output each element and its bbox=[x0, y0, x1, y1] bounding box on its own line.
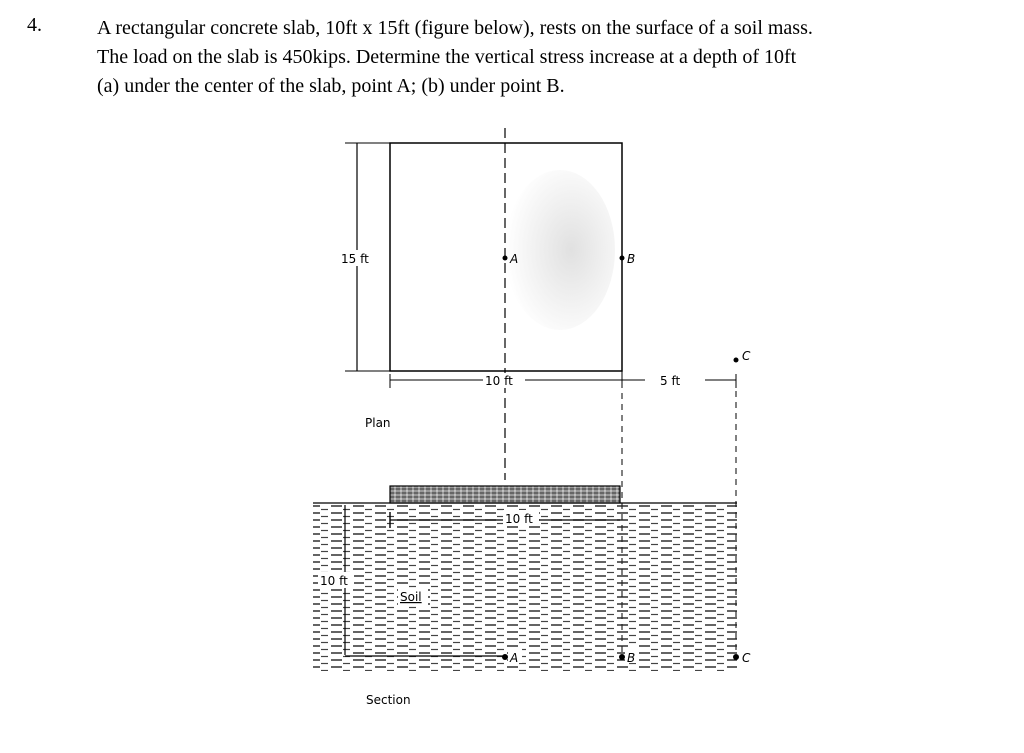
section-caption: Section bbox=[366, 693, 411, 707]
problem-number: 4. bbox=[27, 14, 42, 36]
soil-mass bbox=[313, 503, 737, 671]
height-label: 15 ft bbox=[341, 252, 369, 266]
plan-caption: Plan bbox=[365, 416, 391, 430]
section-point-c-marker bbox=[733, 654, 739, 660]
section-point-b-label: B bbox=[627, 651, 636, 665]
section-point-b-marker bbox=[619, 654, 625, 660]
problem-line: A rectangular concrete slab, 10ft x 15ft (figure below), rests on the surface of a soil mass. bbox=[97, 17, 813, 39]
point-b-marker bbox=[620, 256, 625, 261]
soil-label: Soil bbox=[400, 590, 422, 604]
section-point-c-label: C bbox=[742, 651, 751, 665]
section-view bbox=[313, 486, 751, 707]
point-b-label: B bbox=[627, 252, 636, 266]
point-a-label: A bbox=[510, 252, 519, 266]
section-width-label: 10 ft bbox=[505, 512, 533, 526]
point-a-marker bbox=[503, 256, 508, 261]
problem-line: (a) under the center of the slab, point A; (b) under point B. bbox=[97, 75, 565, 97]
point-c-label: C bbox=[742, 349, 751, 363]
depth-label: 10 ft bbox=[320, 574, 348, 588]
offset-label: 5 ft bbox=[660, 374, 681, 388]
slab-texture bbox=[505, 170, 615, 330]
section-point-a-marker bbox=[502, 654, 508, 660]
slab-section bbox=[390, 486, 620, 503]
width-label: 10 ft bbox=[485, 374, 513, 388]
problem-line: The load on the slab is 450kips. Determine the vertical stress increase at a depth of 10ft bbox=[97, 46, 797, 68]
section-point-a-label: A bbox=[510, 651, 519, 665]
point-c-marker bbox=[734, 358, 739, 363]
